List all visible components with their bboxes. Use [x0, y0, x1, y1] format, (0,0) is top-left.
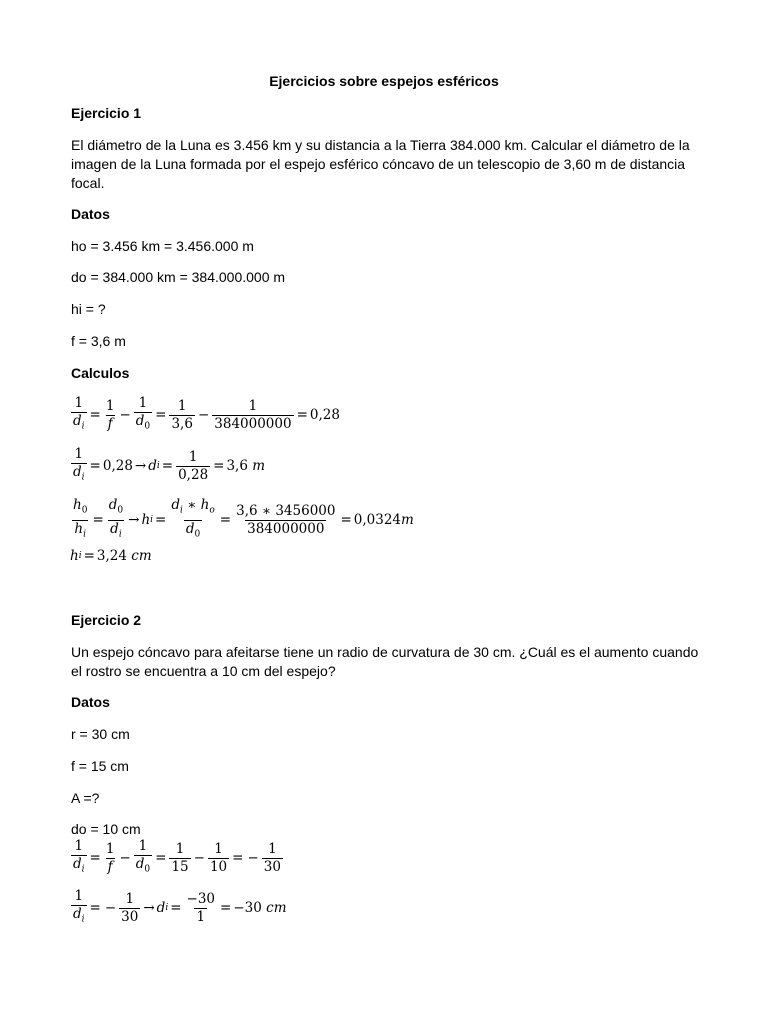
equation-5-mirror: $\frac{1}{d_i}$ = $\frac{1}{f}$ − $\frac{1}{d_0}$ = $\frac{1}{15}$ − $\frac{1}{10}$ = − $\frac{1}{30}$: [70, 838, 284, 879]
dato-ho: ho = 3.456 km = 3.456.000 m: [71, 238, 254, 254]
exercise-1-heading: Ejercicio 1: [71, 105, 142, 121]
datos-heading-2: Datos: [71, 694, 110, 710]
exercise-2-statement: Un espejo cóncavo para afeitarse tiene un radio de curvatura de 30 cm. ¿Cuál es el aumento cuando el rostro se encuentra a 10 cm del espejo?: [71, 644, 699, 679]
datos-heading-1: Datos: [71, 206, 110, 222]
equation-4-hi-result: h i = 3,24 cm: [70, 548, 152, 564]
equation-6-di: $\frac{1}{d_i}$ = − $\frac{1}{30}$ → d i = $\frac{-30}{1}$ = −30 cm: [70, 888, 287, 929]
equation-3-hi: $\frac{h_0}{h_i}$ = $\frac{d_0}{d_i}$ → h i = $\frac{d_i ∗ h_o}{d_0}$ = $\frac{3,6 ∗ 3456000}{384000000}$ = 0,0324 m: [70, 497, 414, 543]
dato-f2: f = 15 cm: [71, 758, 129, 774]
equation-1-mirror: $\frac{1}{d_i}$ = $\frac{1}{f}$ − $\frac{1}{d_0}$ = $\frac{1}{3,6}$ − $\frac{1}{384000000}$ = 0,28: [70, 395, 340, 436]
dato-do: do = 384.000 km = 384.000.000 m: [71, 269, 286, 285]
dato-f: f = 3,6 m: [71, 333, 126, 349]
exercise-1-statement: El diámetro de la Luna es 3.456 km y su distancia a la Tierra 384.000 km. Calcular el diámetro de la imagen de la Luna formada por el espejo esférico cóncavo de un telescopio de 3,60 m de distancia focal.: [71, 137, 690, 191]
exercise-2-heading: Ejercicio 2: [71, 612, 142, 628]
page-title: Ejercicios sobre espejos esféricos: [269, 73, 499, 89]
dato-hi: hi = ?: [71, 301, 106, 317]
calculos-heading: Calculos: [71, 365, 130, 381]
dato-a: A =?: [71, 790, 100, 806]
equation-2-di: $\frac{1}{d_i}$ = 0,28 → d i = $\frac{1}{0,28}$ = 3,6 m: [70, 446, 265, 487]
dato-do2: do = 10 cm: [71, 821, 141, 837]
dato-r: r = 30 cm: [71, 726, 130, 742]
